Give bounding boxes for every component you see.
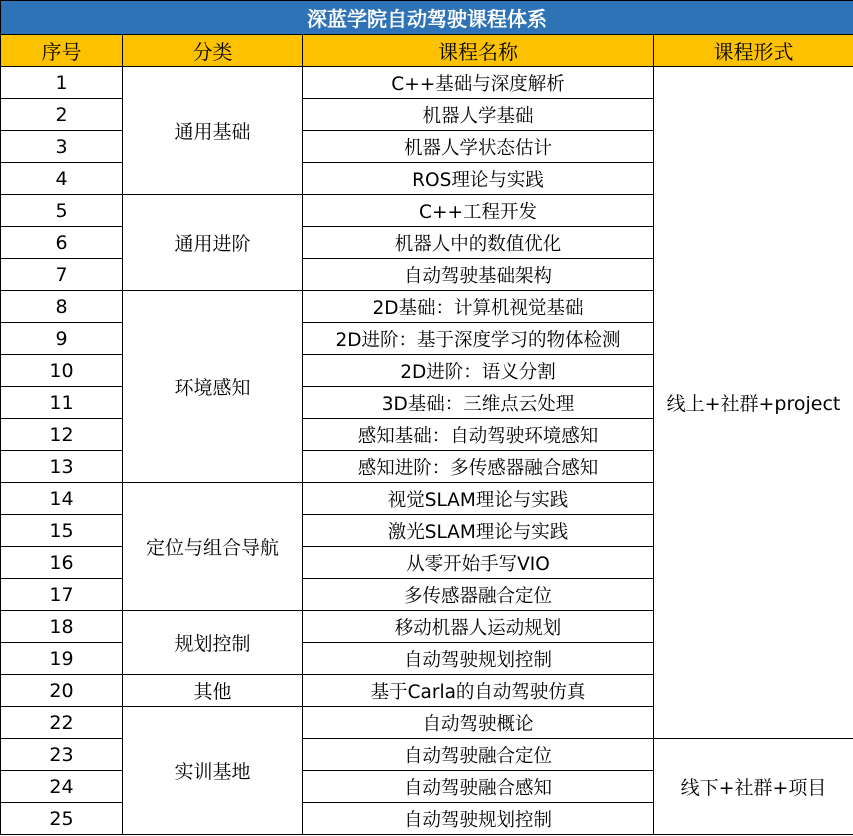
course-name-cell: 多传感器融合定位 [303, 579, 654, 611]
course-name-cell: 感知进阶：多传感器融合感知 [303, 451, 654, 483]
row-index: 3 [1, 131, 123, 163]
row-index: 11 [1, 387, 123, 419]
header-row [1, 35, 853, 67]
row-index: 17 [1, 579, 123, 611]
course-name-cell: 3D基础：三维点云处理 [303, 387, 654, 419]
course-name-cell: 自动驾驶规划控制 [303, 803, 654, 835]
row-index: 5 [1, 195, 123, 227]
row-index: 25 [1, 803, 123, 835]
course-name-cell: C++基础与深度解析 [303, 67, 654, 99]
course-name-cell: 机器人学基础 [303, 99, 654, 131]
category-cell: 通用进阶 [123, 195, 303, 291]
row-index: 12 [1, 419, 123, 451]
course-name-cell: 2D进阶：语义分割 [303, 355, 654, 387]
header-category: 分类 [123, 35, 303, 67]
row-index: 18 [1, 611, 123, 643]
course-name-cell: 2D进阶：基于深度学习的物体检测 [303, 323, 654, 355]
course-name-cell: 机器人中的数值优化 [303, 227, 654, 259]
category-cell: 实训基地 [123, 707, 303, 835]
row-index: 19 [1, 643, 123, 675]
title-row [1, 1, 853, 35]
course-name-cell: 移动机器人运动规划 [303, 611, 654, 643]
row-index: 14 [1, 483, 123, 515]
row-index: 2 [1, 99, 123, 131]
row-index: 1 [1, 67, 123, 99]
course-name-cell: 自动驾驶融合感知 [303, 771, 654, 803]
header-index: 序号 [1, 35, 123, 67]
course-name-cell: 机器人学状态估计 [303, 131, 654, 163]
course-name-cell: 从零开始手写VIO [303, 547, 654, 579]
course-name-cell: 2D基础：计算机视觉基础 [303, 291, 654, 323]
row-index: 9 [1, 323, 123, 355]
course-name-cell: 自动驾驶融合定位 [303, 739, 654, 771]
course-name-cell: C++工程开发 [303, 195, 654, 227]
row-index: 15 [1, 515, 123, 547]
course-name-cell: 基于Carla的自动驾驶仿真 [303, 675, 654, 707]
row-index: 23 [1, 739, 123, 771]
course-name-cell: 感知基础：自动驾驶环境感知 [303, 419, 654, 451]
header-course: 课程名称 [303, 35, 654, 67]
course-name-cell: ROS理论与实践 [303, 163, 654, 195]
course-name-cell: 视觉SLAM理论与实践 [303, 483, 654, 515]
table-row [1, 67, 853, 99]
row-index: 16 [1, 547, 123, 579]
row-index: 7 [1, 259, 123, 291]
row-index: 4 [1, 163, 123, 195]
table-title: 深蓝学院自动驾驶课程体系 [1, 1, 853, 35]
row-index: 13 [1, 451, 123, 483]
row-index: 24 [1, 771, 123, 803]
category-cell: 规划控制 [123, 611, 303, 675]
row-index: 8 [1, 291, 123, 323]
category-cell: 定位与组合导航 [123, 483, 303, 611]
course-name-cell: 自动驾驶概论 [303, 707, 654, 739]
course-name-cell: 自动驾驶基础架构 [303, 259, 654, 291]
row-index: 20 [1, 675, 123, 707]
header-format: 课程形式 [654, 35, 853, 67]
format-cell-offline: 线下+社群+项目 [654, 739, 853, 835]
category-cell: 其他 [123, 675, 303, 707]
format-cell-online: 线上+社群+project [654, 67, 853, 739]
row-index: 10 [1, 355, 123, 387]
row-index: 22 [1, 707, 123, 739]
category-cell: 环境感知 [123, 291, 303, 483]
course-name-cell: 自动驾驶规划控制 [303, 643, 654, 675]
row-index: 6 [1, 227, 123, 259]
course-name-cell: 激光SLAM理论与实践 [303, 515, 654, 547]
category-cell: 通用基础 [123, 67, 303, 195]
